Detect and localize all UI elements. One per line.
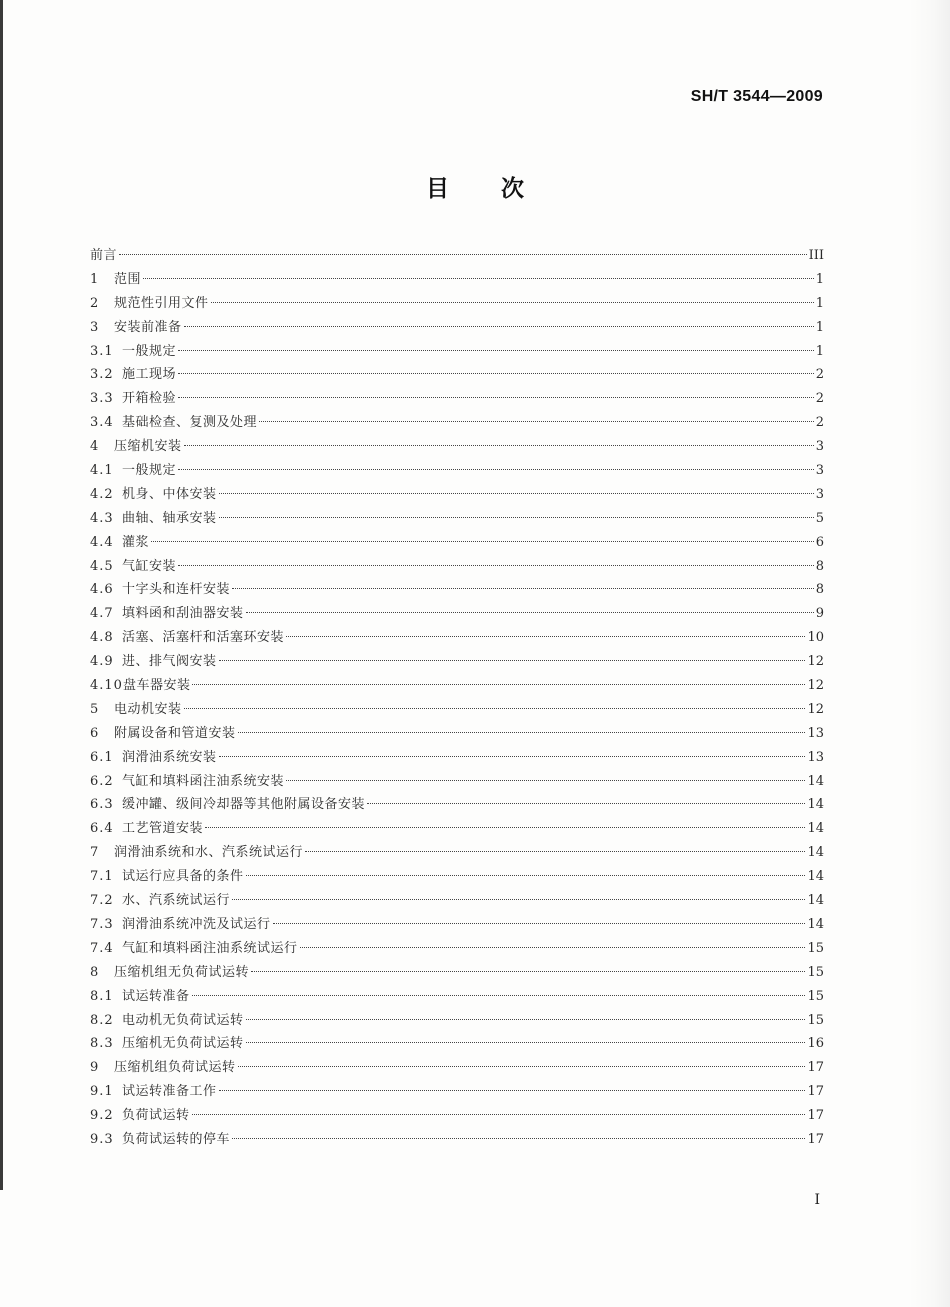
toc-entry[interactable] (90, 985, 824, 1009)
toc-entry[interactable] (90, 746, 824, 770)
toc-entry-page: 13 (807, 749, 824, 765)
toc-entry-page: 15 (807, 964, 824, 980)
toc-entry-label: 润滑油系统冲洗及试运行 (122, 916, 271, 932)
toc-entry-label: 水、汽系统试运行 (122, 893, 231, 909)
toc-entry-page: 3 (815, 486, 824, 502)
title-char-1: 目 (426, 176, 449, 202)
toc-leader-dots (184, 326, 814, 327)
toc-entry-number: 8.1 (90, 988, 114, 1004)
toc-entry-label: 施工现场 (122, 367, 177, 383)
standard-code: SH/T 3544—2009 (690, 88, 823, 105)
toc-entry[interactable] (90, 889, 824, 913)
toc-entry[interactable] (90, 602, 824, 626)
page-title (0, 170, 950, 203)
toc-entry-label: 润滑油系统安装 (122, 749, 217, 765)
toc-entry[interactable] (90, 555, 824, 579)
toc-entry-label: 进、排气阀安装 (122, 654, 217, 670)
toc-entry-number: 6.4 (90, 821, 114, 837)
toc-entry-label: 曲轴、轴承安装 (122, 510, 217, 526)
toc-leader-dots (300, 947, 806, 948)
toc-leader-dots (367, 803, 805, 804)
toc-entry-number: 7.1 (90, 869, 114, 885)
toc-entry-number: 3.3 (90, 391, 114, 407)
toc-entry-page: 1 (815, 295, 824, 311)
toc-entry-page: 14 (807, 893, 824, 909)
toc-entry-page: 12 (807, 678, 824, 694)
toc-entry-label: 试运转准备工作 (122, 1084, 217, 1100)
toc-entry-label: 气缸安装 (122, 558, 177, 574)
toc-entry-label: 一般规定 (122, 463, 177, 479)
toc-entry-page: 2 (815, 367, 824, 383)
toc-entry[interactable] (90, 507, 824, 531)
toc-leader-dots (211, 302, 814, 303)
toc-entry-page: 17 (807, 1108, 824, 1124)
toc-entry-page: 14 (807, 916, 824, 932)
toc-leader-dots (192, 995, 806, 996)
toc-entry-page: 5 (815, 510, 824, 526)
toc-entry-number: 7.4 (90, 940, 114, 956)
toc-entry-page: 8 (815, 558, 824, 574)
toc-entry[interactable] (90, 1128, 824, 1152)
toc-leader-dots (305, 851, 805, 852)
toc-leader-dots (219, 756, 806, 757)
toc-leader-dots (232, 899, 805, 900)
toc-entry[interactable] (90, 626, 824, 650)
toc-entry-page: 17 (807, 1060, 824, 1076)
toc-entry-number: 6 (90, 725, 100, 741)
toc-entry-label: 缓冲罐、级间冷却器等其他附属设备安装 (122, 797, 366, 813)
toc-leader-dots (119, 254, 807, 255)
toc-leader-dots (178, 565, 814, 566)
toc-entry-label: 电动机无负荷试运转 (122, 1012, 244, 1028)
toc-entry-page: 15 (807, 940, 824, 956)
toc-leader-dots (273, 923, 806, 924)
toc-entry[interactable] (90, 244, 824, 268)
toc-entry-number: 8.3 (90, 1036, 114, 1052)
toc-entry[interactable] (90, 913, 824, 937)
toc-entry-number: 8.2 (90, 1012, 114, 1028)
toc-entry-label: 前言 (90, 248, 118, 263)
toc-entry-label: 压缩机组无负荷试运转 (114, 964, 250, 980)
toc-entry-page: 1 (815, 319, 824, 335)
toc-entry-label: 机身、中体安装 (122, 486, 217, 502)
toc-entry-label: 开箱检验 (122, 391, 177, 407)
toc-entry-page: 14 (807, 845, 824, 861)
toc-entry-page: 3 (815, 439, 824, 455)
toc-entry[interactable] (90, 1009, 824, 1033)
toc-leader-dots (286, 780, 805, 781)
toc-entry-label: 工艺管道安装 (122, 821, 204, 837)
toc-entry-label: 范围 (114, 271, 142, 287)
toc-entry-page: 8 (815, 582, 824, 598)
toc-leader-dots (219, 517, 814, 518)
toc-entry-number: 5 (90, 701, 100, 717)
title-char-2: 次 (501, 176, 524, 202)
toc-entry-page: 2 (815, 391, 824, 407)
toc-leader-dots (219, 1090, 806, 1091)
toc-entry[interactable] (90, 961, 824, 985)
toc-entry-number: 8 (90, 964, 100, 980)
toc-entry-label: 盘车器安装 (122, 678, 191, 694)
toc-entry[interactable] (90, 722, 824, 746)
toc-entry-page: 15 (807, 988, 824, 1004)
toc-leader-dots (178, 373, 814, 374)
toc-leader-dots (232, 1138, 805, 1139)
toc-entry-label: 灌浆 (122, 534, 150, 550)
toc-entry-label: 气缸和填料函注油系统试运行 (122, 940, 298, 956)
toc-entry-number: 3.1 (90, 343, 114, 359)
toc-entry-label: 负荷试运转 (122, 1108, 190, 1124)
toc-entry-label: 活塞、活塞杆和活塞环安装 (122, 630, 285, 646)
toc-entry-number: 1 (90, 271, 100, 287)
toc-entry-page: 14 (807, 821, 824, 837)
toc-entry[interactable] (90, 316, 824, 340)
toc-leader-dots (238, 1066, 806, 1067)
toc-entry-page: 9 (815, 606, 824, 622)
toc-entry-page: 1 (815, 271, 824, 287)
toc-leader-dots (219, 660, 806, 661)
toc-entry[interactable] (90, 793, 824, 817)
toc-entry-number: 3.2 (90, 367, 114, 383)
toc-leader-dots (246, 875, 806, 876)
toc-entry-number: 6.1 (90, 749, 114, 765)
toc-entry-page: 14 (807, 869, 824, 885)
toc-entry-label: 压缩机无负荷试运转 (122, 1036, 244, 1052)
toc-entry-label: 负荷试运转的停车 (122, 1131, 231, 1147)
toc-entry-number: 4.9 (90, 654, 114, 670)
toc-entry-number: 3 (90, 319, 100, 335)
toc-entry[interactable] (90, 459, 824, 483)
toc-entry-number: 2 (90, 295, 100, 311)
toc-entry-label: 试运转准备 (122, 988, 190, 1004)
toc-entry-number: 7.2 (90, 893, 114, 909)
toc-leader-dots (178, 350, 814, 351)
toc-entry-number: 4 (90, 439, 100, 455)
toc-entry-number: 6.3 (90, 797, 114, 813)
toc-entry-page: 1 (815, 343, 824, 359)
toc-leader-dots (246, 1019, 806, 1020)
toc-entry-number: 4.3 (90, 510, 114, 526)
toc-entry-number: 6.2 (90, 773, 114, 789)
toc-entry[interactable] (90, 1104, 824, 1128)
toc-entry-label: 规范性引用文件 (114, 295, 209, 311)
toc-leader-dots (178, 397, 814, 398)
toc-leader-dots (219, 493, 814, 494)
toc-entry[interactable] (90, 770, 824, 794)
toc-entry-page: III (808, 248, 824, 263)
toc-entry[interactable] (90, 698, 824, 722)
toc-entry-label: 填料函和刮油器安装 (122, 606, 244, 622)
toc-entry-number: 4.4 (90, 534, 114, 550)
toc-leader-dots (205, 827, 805, 828)
toc-entry-number: 9.2 (90, 1108, 114, 1124)
toc-entry-number: 9 (90, 1060, 100, 1076)
toc-entry[interactable] (90, 1032, 824, 1056)
toc-entry-page: 6 (815, 534, 824, 550)
toc-entry-number: 4.1 (90, 463, 114, 479)
toc-entry[interactable] (90, 578, 824, 602)
toc-entry-label: 十字头和连杆安装 (122, 582, 231, 598)
toc-entry-label: 压缩机组负荷试运转 (114, 1060, 236, 1076)
toc-entry-page: 14 (807, 797, 824, 813)
toc-entry-label: 气缸和填料函注油系统安装 (122, 773, 285, 789)
toc-entry[interactable] (90, 387, 824, 411)
toc-entry[interactable] (90, 817, 824, 841)
toc-entry-page: 17 (807, 1131, 824, 1147)
toc-leader-dots (178, 469, 814, 470)
toc-entry[interactable] (90, 1080, 824, 1104)
toc-entry[interactable] (90, 674, 824, 698)
toc-leader-dots (151, 541, 814, 542)
toc-entry-page: 3 (815, 463, 824, 479)
toc-entry[interactable] (90, 841, 824, 865)
toc-entry-page: 10 (807, 630, 824, 646)
toc-entry[interactable] (90, 865, 824, 889)
toc-entry-page: 2 (815, 415, 824, 431)
toc-entry-label: 一般规定 (122, 343, 177, 359)
toc-entry[interactable] (90, 363, 824, 387)
toc-entry-label: 安装前准备 (114, 319, 182, 335)
toc-entry[interactable] (90, 1056, 824, 1080)
toc-entry-number: 9.1 (90, 1084, 114, 1100)
toc-entry-label: 电动机安装 (114, 701, 182, 717)
toc-entry-label: 基础检查、复测及处理 (122, 415, 258, 431)
toc-entry-number: 4.7 (90, 606, 114, 622)
toc-entry-page: 15 (807, 1012, 824, 1028)
toc-entry-page: 12 (807, 654, 824, 670)
toc-entry-number: 7.3 (90, 916, 114, 932)
toc-entry[interactable] (90, 435, 824, 459)
toc-entry[interactable] (90, 531, 824, 555)
toc-leader-dots (246, 1042, 806, 1043)
toc-leader-dots (259, 421, 814, 422)
toc-leader-dots (251, 971, 805, 972)
toc-entry-number: 4.6 (90, 582, 114, 598)
toc-leader-dots (238, 732, 806, 733)
toc-entry-number: 4.8 (90, 630, 114, 646)
toc-leader-dots (184, 708, 806, 709)
toc-entry-number: 4.5 (90, 558, 114, 574)
toc-leader-dots (286, 636, 805, 637)
toc-entry-number: 3.4 (90, 415, 114, 431)
toc-entry-page: 16 (807, 1036, 824, 1052)
toc-entry[interactable] (90, 340, 824, 364)
table-of-contents (90, 244, 824, 1152)
toc-entry[interactable] (90, 268, 824, 292)
toc-entry-page: 17 (807, 1084, 824, 1100)
toc-entry[interactable] (90, 411, 824, 435)
toc-entry[interactable] (90, 292, 824, 316)
toc-entry-number: 4.2 (90, 486, 114, 502)
toc-entry[interactable] (90, 937, 824, 961)
toc-leader-dots (192, 1114, 806, 1115)
toc-leader-dots (192, 684, 805, 685)
toc-entry-page: 12 (807, 701, 824, 717)
toc-entry-page: 14 (807, 773, 824, 789)
toc-entry-label: 附属设备和管道安装 (114, 725, 236, 741)
toc-entry-page: 13 (807, 725, 824, 741)
toc-entry-label: 试运行应具备的条件 (122, 869, 244, 885)
toc-leader-dots (232, 588, 814, 589)
toc-entry-label: 压缩机安装 (114, 439, 182, 455)
page-number: I (814, 1192, 820, 1208)
toc-entry-number: 4.10 (90, 678, 123, 694)
toc-entry[interactable] (90, 483, 824, 507)
toc-leader-dots (184, 445, 814, 446)
toc-entry-number: 9.3 (90, 1131, 114, 1147)
toc-entry-label: 润滑油系统和水、汽系统试运行 (114, 845, 304, 861)
toc-leader-dots (246, 612, 814, 613)
toc-leader-dots (143, 278, 814, 279)
toc-entry[interactable] (90, 650, 824, 674)
toc-entry-number: 7 (90, 845, 100, 861)
